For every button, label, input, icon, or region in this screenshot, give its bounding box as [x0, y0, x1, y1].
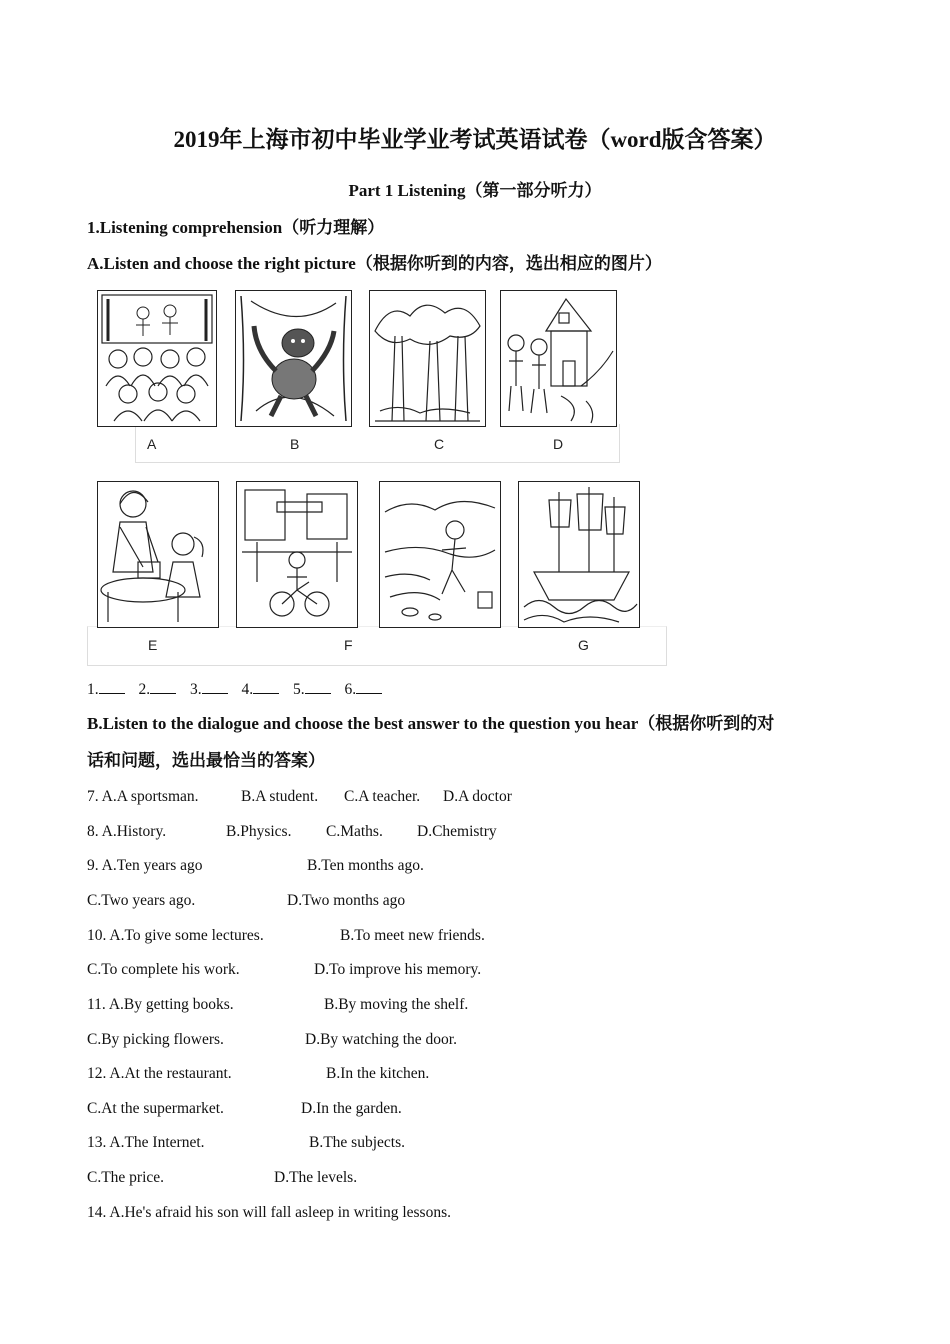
- q11-option-d: D.By watching the door.: [305, 1031, 457, 1048]
- q8-option-c: C.Maths.: [326, 823, 383, 840]
- q13-option-d: D.The levels.: [274, 1169, 358, 1186]
- picture-label-strip-1: [135, 424, 620, 463]
- q11-option-c: C.By picking flowers.: [87, 1031, 224, 1048]
- q10-option-a: 10. A.To give some lectures.: [87, 927, 264, 944]
- blank-6: 6.: [345, 681, 383, 698]
- answer-blank[interactable]: [305, 681, 331, 694]
- picture-a-audience-stage-icon: [97, 290, 217, 427]
- picture-d-children-house-icon: [500, 290, 617, 427]
- blank-2: 2.: [139, 681, 177, 698]
- q9-option-b: B.Ten months ago.: [307, 857, 424, 874]
- answer-blank[interactable]: [99, 681, 125, 694]
- q9-option-c: C.Two years ago.: [87, 892, 196, 909]
- q8-option-b: B.Physics.: [226, 823, 292, 840]
- answer-blank[interactable]: [356, 681, 382, 694]
- document-title: 2019年上海市初中毕业学业考试英语试卷（word版含答案）: [173, 127, 777, 152]
- q9-option-a: 9. A.Ten years ago: [87, 857, 203, 874]
- q11-option-a: 11. A.By getting books.: [87, 996, 234, 1013]
- blank-5: 5.: [293, 681, 331, 698]
- picture-letter-e: E: [148, 637, 158, 653]
- picture-ship-icon: [518, 481, 640, 628]
- q12-option-c: C.At the supermarket.: [87, 1100, 224, 1117]
- q10-option-d: D.To improve his memory.: [314, 961, 482, 978]
- answer-blank[interactable]: [253, 681, 279, 694]
- q7-option-d: D.A doctor: [443, 788, 512, 805]
- q13-option-b: B.The subjects.: [309, 1134, 405, 1151]
- section-b-title-line-1: B.Listen to the dialogue and choose the best answer to the question you hear（根据你听到的对: [87, 714, 775, 733]
- q10-option-b: B.To meet new friends.: [340, 927, 485, 944]
- q12-option-a: 12. A.At the restaurant.: [87, 1065, 232, 1082]
- q9-option-d: D.Two months ago: [287, 892, 406, 909]
- picture-letter-a: A: [147, 436, 157, 452]
- answer-blank[interactable]: [150, 681, 176, 694]
- section-1-title: 1.Listening comprehension（听力理解）: [87, 218, 385, 237]
- part-title: Part 1 Listening（第一部分听力）: [348, 181, 602, 200]
- picture-c-forest-icon: [369, 290, 486, 427]
- section-b-title-line-2: 话和问题，选出最恰当的答案）: [87, 751, 325, 770]
- q7-option-b: B.A student.: [241, 788, 319, 805]
- answer-blank[interactable]: [202, 681, 228, 694]
- q12-option-d: D.In the garden.: [301, 1100, 402, 1117]
- q7-option-c: C.A teacher.: [344, 788, 421, 805]
- section-a-title: A.Listen and choose the right picture（根据你听到的内容，选出相应的图片）: [87, 254, 662, 273]
- answer-blanks-row: [87, 679, 392, 701]
- q11-option-b: B.By moving the shelf.: [324, 996, 469, 1013]
- picture-letter-f: F: [344, 637, 353, 653]
- blank-3: 3.: [190, 681, 228, 698]
- q12-option-b: B.In the kitchen.: [326, 1065, 430, 1082]
- q10-option-c: C.To complete his work.: [87, 961, 240, 978]
- picture-letter-b: B: [290, 436, 300, 452]
- q8-option-d: D.Chemistry: [417, 823, 497, 840]
- q8-option-a: 8. A.History.: [87, 823, 167, 840]
- picture-b-monkey-icon: [235, 290, 352, 427]
- picture-letter-d: D: [553, 436, 564, 452]
- q13-option-a: 13. A.The Internet.: [87, 1134, 205, 1151]
- picture-letter-c: C: [434, 436, 445, 452]
- blank-4: 4.: [242, 681, 280, 698]
- picture-letter-g: G: [578, 637, 589, 653]
- picture-g-boy-beach-icon: [379, 481, 501, 628]
- q14-option-a: 14. A.He's afraid his son will fall asleep in writing lessons.: [87, 1204, 451, 1221]
- q13-option-c: C.The price.: [87, 1169, 165, 1186]
- picture-e-mother-girl-icon: [97, 481, 219, 628]
- blank-1: 1.: [87, 681, 125, 698]
- q7-option-a: 7. A.A sportsman.: [87, 788, 199, 805]
- picture-f-boy-bicycle-icon: [236, 481, 358, 628]
